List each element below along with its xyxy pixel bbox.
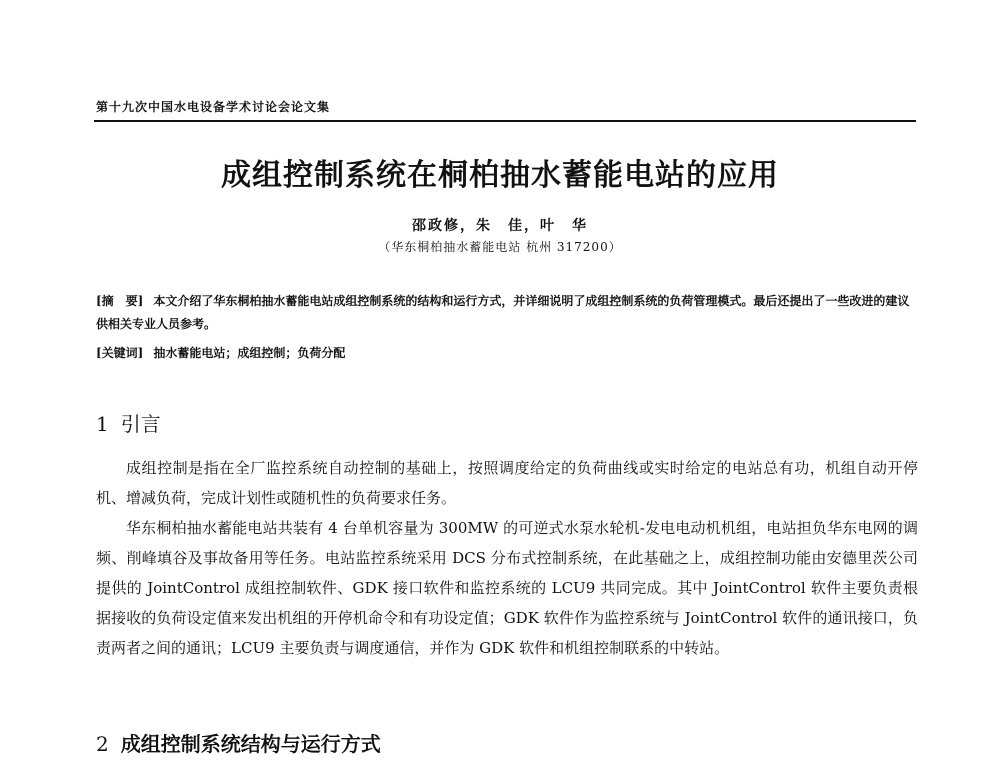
keywords-label: [关键词] (96, 346, 144, 360)
header-rule (94, 120, 916, 122)
section-2-number: 2 (96, 732, 109, 756)
paper-title: 成组控制系统在桐柏抽水蓄能电站的应用 (221, 158, 779, 193)
section-2-title: 成组控制系统结构与运行方式 (120, 732, 381, 756)
abstract-label: [摘 要] (96, 294, 144, 308)
section-2-heading (96, 728, 381, 757)
section-1-number: 1 (96, 412, 109, 436)
affiliation: （华东桐柏抽水蓄能电站 杭州 317200） (378, 240, 622, 254)
keywords (96, 344, 916, 361)
section-1-body (96, 453, 918, 663)
running-header: 第十九次中国水电设备学术讨论会论文集 (96, 100, 331, 114)
section-1-title: 引言 (120, 412, 161, 436)
authors: 邵政修，朱 佳，叶 华 (412, 218, 588, 234)
abstract-text: 本文介绍了华东桐柏抽水蓄能电站成组控制系统的结构和运行方式，并详细说明了成组控制系统的负荷管理模式。最后还提出了一些改进的建议供相关专业人员参考。 (96, 294, 910, 331)
keywords-text: 抽水蓄能电站；成组控制；负荷分配 (153, 346, 346, 360)
section-1-heading (96, 408, 161, 437)
paragraph: 成组控制是指在全厂监控系统自动控制的基础上，按照调度给定的负荷曲线或实时给定的电站总有功，机组自动开停机、增减负荷，完成计划性或随机性的负荷要求任务。 (96, 459, 918, 507)
paragraph: 华东桐柏抽水蓄能电站共装有 4 台单机容量为 300MW 的可逆式水泵水轮机-发电电动机机组，电站担负华东电网的调频、削峰填谷及事故备用等任务。电站监控系统采用 DCS 分布式控制系统，在此基础之上，成组控制功能由安德里茨公司提供的 JointControl 成组控制软件、GDK 接口软件和监控系统的 LCU9 共同完成。其中 JointControl 软件主要负责根据接收的负荷设定值来发出机组的开停机命令和有功设定值；GDK 软件作为监控系统与 JointControl 软件的通讯接口，负责两者之间的通讯；LCU9 主要负责与调度通信，并作为 GDK 软件和机组控制联系的中转站。 (96, 519, 918, 657)
abstract (96, 290, 916, 336)
